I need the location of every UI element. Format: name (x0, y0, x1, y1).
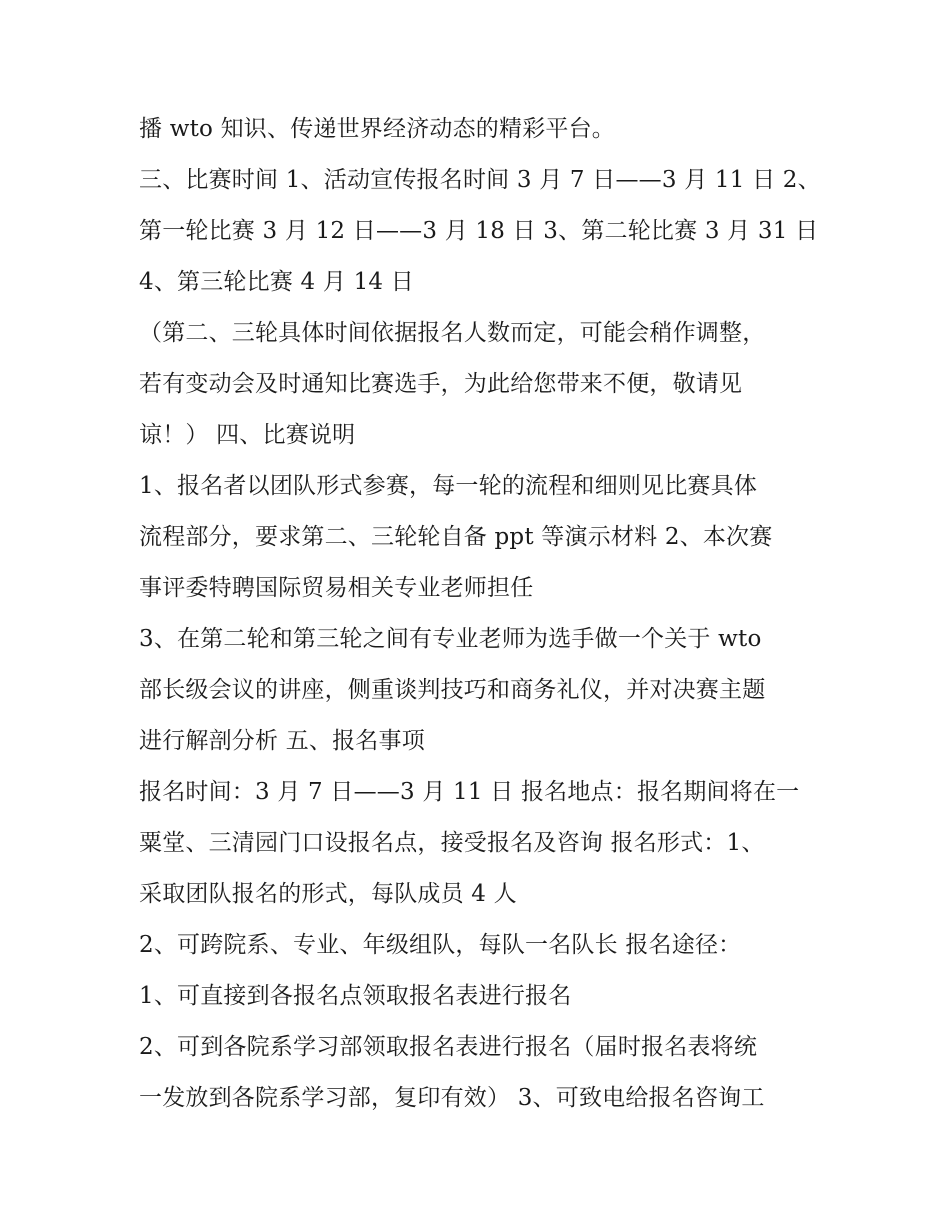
text-line: 粟堂、三清园门口设报名点，接受报名及咨询 报名形式：1、 (139, 830, 765, 856)
text-line: 三、比赛时间 1、活动宣传报名时间 3 月 7 日——3 月 11 日 2、 (139, 167, 821, 193)
text-line: 1、报名者以团队形式参赛，每一轮的流程和细则见比赛具体 (139, 473, 758, 499)
text-line: 谅！） 四、比赛说明 (139, 422, 356, 448)
text-line: 2、可跨院系、专业、年级组队，每队一名队长 报名途径： (139, 932, 742, 958)
text-line: 3、在第二轮和第三轮之间有专业老师为选手做一个关于 wto (139, 626, 762, 652)
text-line: 进行解剖分析 五、报名事项 (139, 728, 425, 754)
document-body (139, 104, 829, 1124)
text-line: 流程部分，要求第二、三轮轮自备 ppt 等演示材料 2、本次赛 (139, 524, 773, 550)
text-line: 第一轮比赛 3 月 12 日——3 月 18 日 3、第二轮比赛 3 月 31 日 (139, 218, 819, 244)
text-line: 2、可到各院系学习部领取报名表进行报名（届时报名表将统 (139, 1034, 758, 1060)
text-line: 报名时间：3 月 7 日——3 月 11 日 报名地点：报名期间将在一 (139, 779, 800, 805)
text-line: （第二、三轮具体时间依据报名人数而定，可能会稍作调整， (139, 320, 766, 346)
text-line: 若有变动会及时通知比赛选手，为此给您带来不便，敬请见 (139, 371, 743, 397)
text-line: 采取团队报名的形式，每队成员 4 人 (139, 881, 517, 907)
text-line: 1、可直接到各报名点领取报名表进行报名 (139, 983, 572, 1009)
text-line: 部长级会议的讲座，侧重谈判技巧和商务礼仪，并对决赛主题 (139, 677, 766, 703)
text-line: 4、第三轮比赛 4 月 14 日 (139, 269, 414, 295)
text-line: 一发放到各院系学习部，复印有效） 3、可致电给报名咨询工 (139, 1085, 765, 1111)
text-line: 播 wto 知识、传递世界经济动态的精彩平台。 (139, 116, 615, 142)
text-line: 事评委特聘国际贸易相关专业老师担任 (139, 575, 534, 601)
